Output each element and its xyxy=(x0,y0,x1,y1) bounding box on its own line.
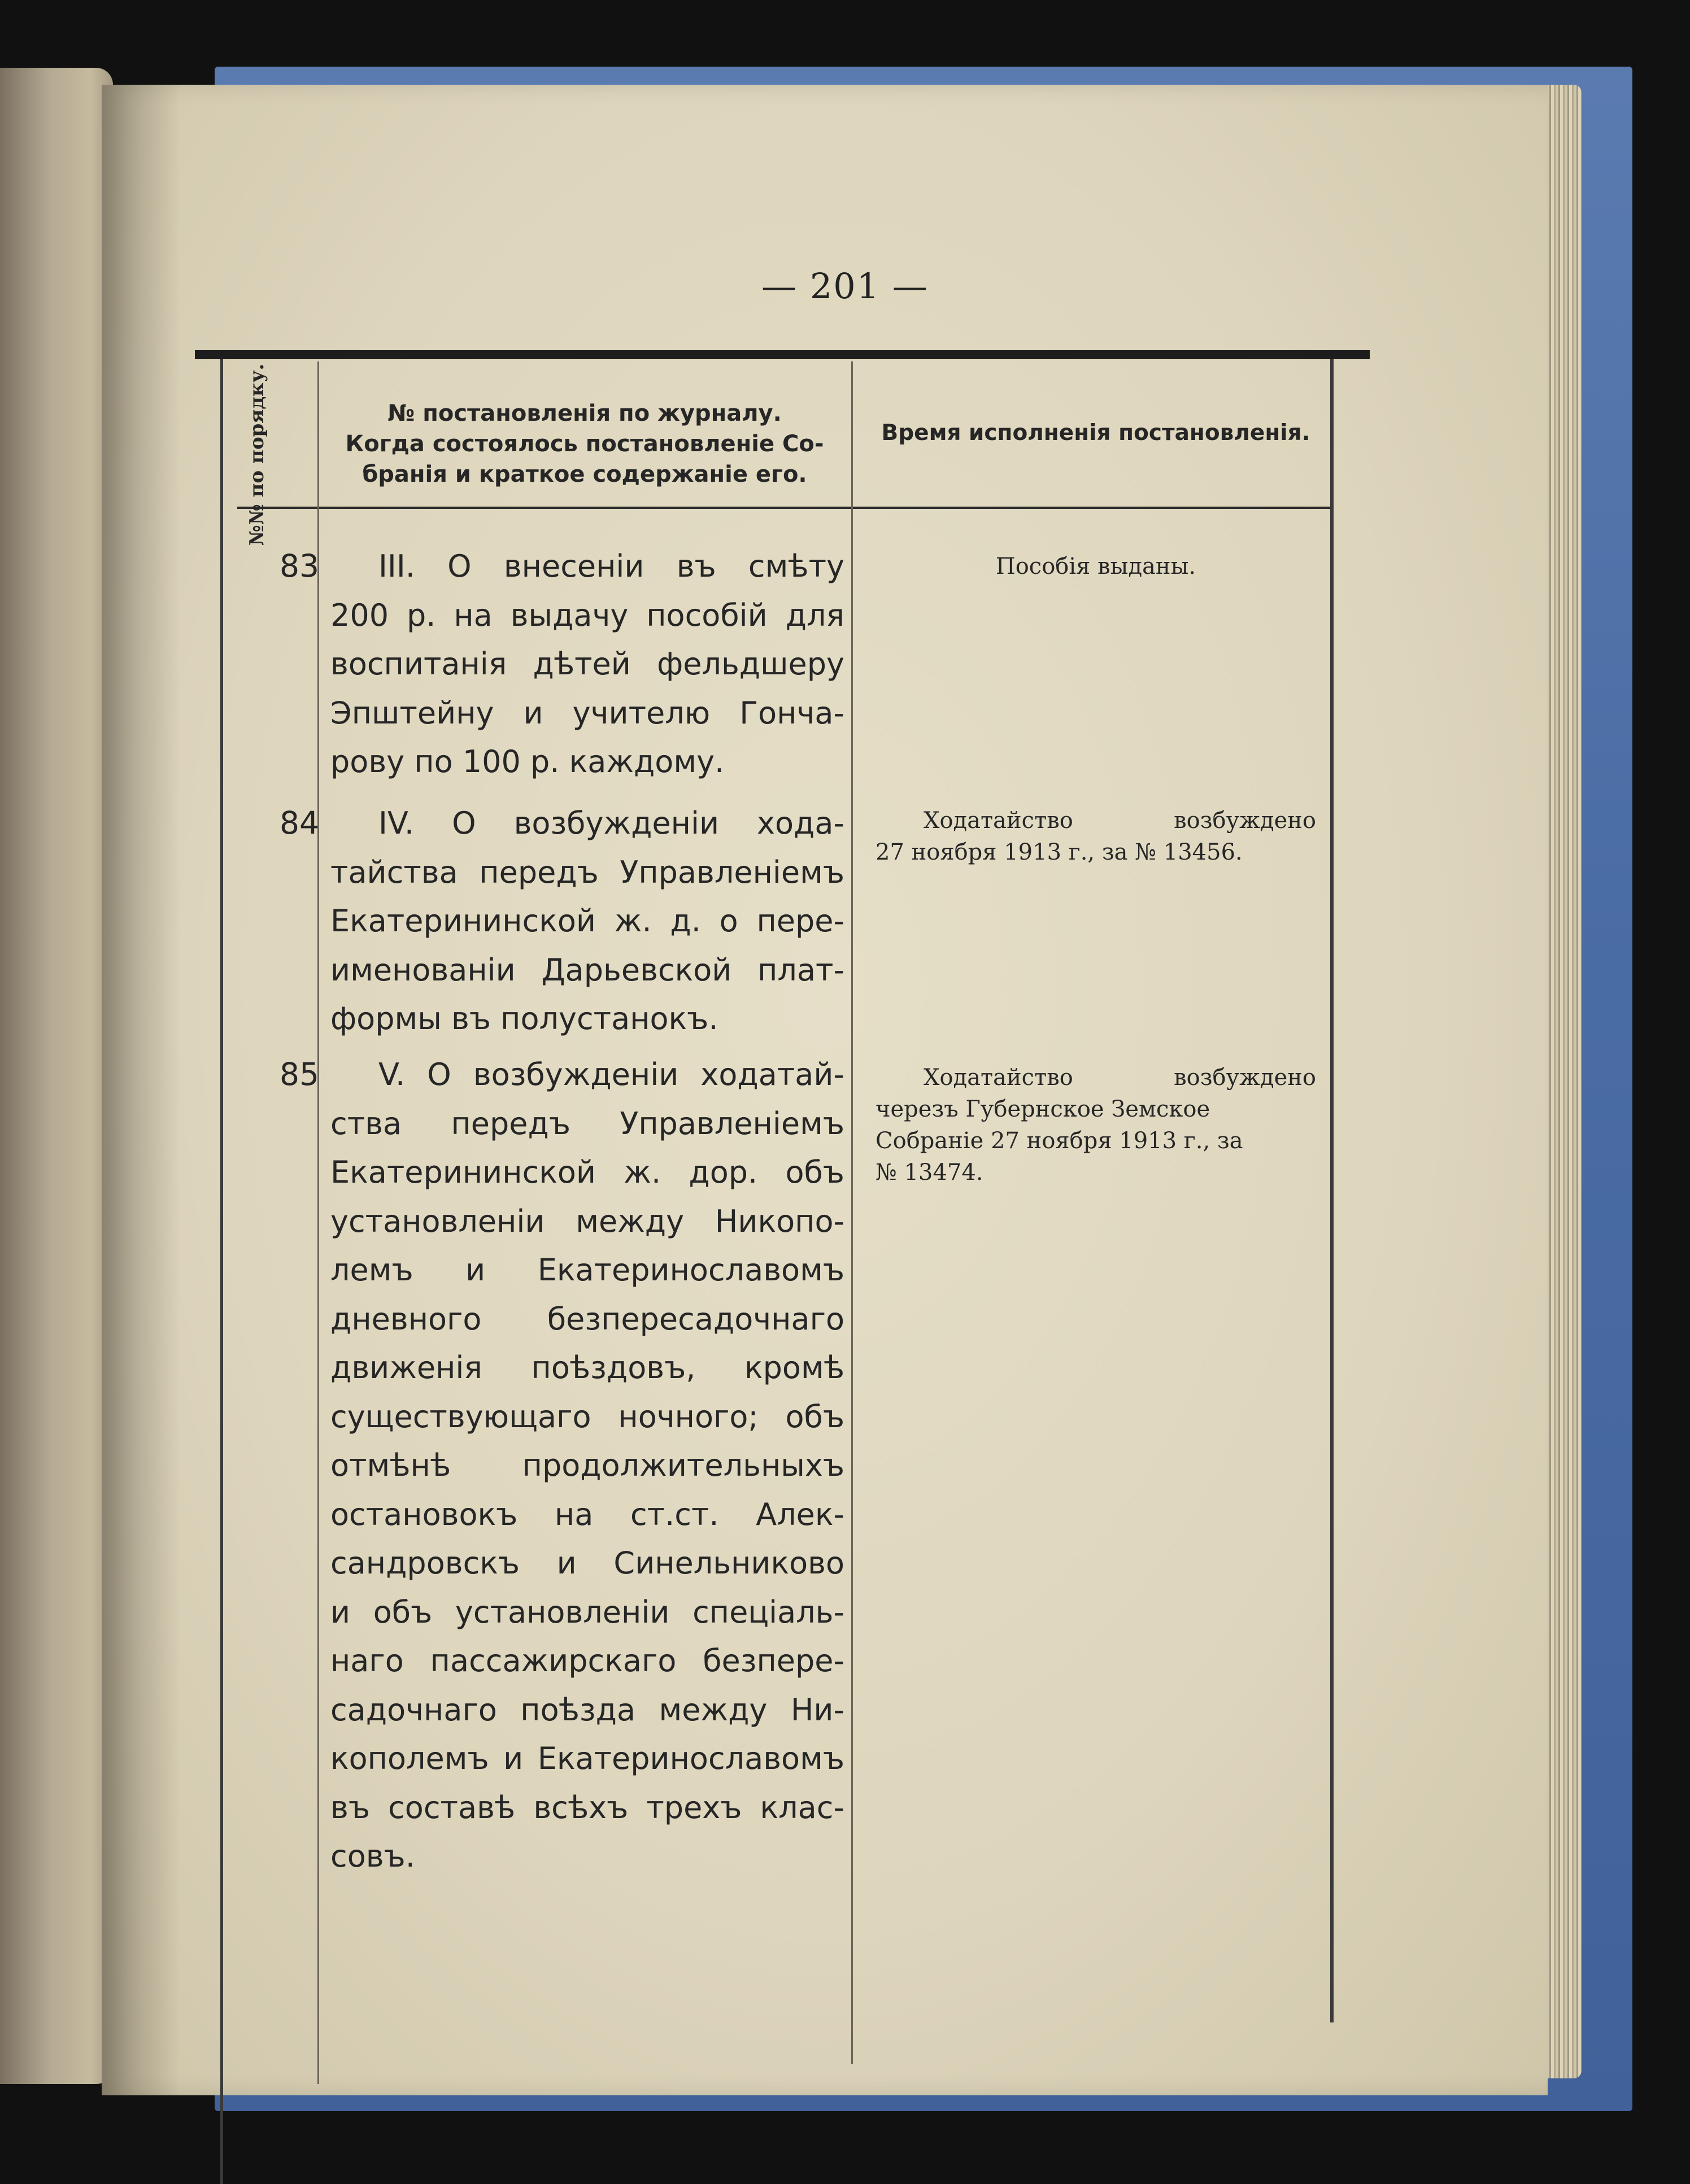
text-line: Екатерининской ж. д. о пере- xyxy=(330,903,844,939)
text-line: Эпштейну и учителю Гонча- xyxy=(330,695,844,731)
text-line: отмѣнѣ продолжительныхъ xyxy=(330,1448,844,1483)
resolution-text-83 xyxy=(330,542,844,787)
column-divider-1 xyxy=(317,361,319,2084)
text-line: движенія поѣздовъ, кромѣ xyxy=(330,1350,844,1385)
text-line: рову по 100 р. каждому. xyxy=(330,744,725,779)
text-line: IV. О возбужденіи хода- xyxy=(378,805,844,841)
note-line: Ходатайство возбуждено xyxy=(924,1065,1316,1091)
note-line: Собраніе 27 ноября 1913 г., за xyxy=(876,1128,1243,1154)
text-line: лемъ и Екатеринославомъ xyxy=(330,1252,844,1288)
text-line: установленіи между Никопо- xyxy=(330,1203,844,1239)
text-line: и объ установленіи спеціаль- xyxy=(330,1594,844,1630)
text-line: дневного безпересадочнаго xyxy=(330,1301,844,1337)
column-divider-2 xyxy=(851,361,853,2064)
text-line: III. О внесеніи въ смѣту xyxy=(378,548,844,584)
execution-note-85 xyxy=(876,1062,1316,1188)
header-bottom-rule xyxy=(237,507,1333,509)
text-line: именованіи Дарьевской плат- xyxy=(330,952,844,988)
gutter-shadow xyxy=(102,85,181,2095)
table-right-border xyxy=(1330,359,1334,2022)
header-resolution xyxy=(325,398,844,490)
text-line: остановокъ на ст.ст. Алек- xyxy=(330,1496,844,1532)
text-line: садочнаго поѣзда между Ни- xyxy=(330,1692,844,1728)
header-resolution-line: № постановленія по журналу. xyxy=(387,400,782,426)
table-left-border xyxy=(220,359,223,2184)
text-line: V. О возбужденіи ходатай- xyxy=(378,1057,844,1092)
text-line: тайства передъ Управленіемъ xyxy=(330,854,844,890)
header-resolution-line: бранія и краткое содержаніе его. xyxy=(362,461,807,487)
text-line: наго пассажирскаго безпере- xyxy=(330,1643,844,1679)
text-line: формы въ полустанокъ. xyxy=(330,1001,718,1036)
header-order-number xyxy=(226,363,288,546)
header-execution-time: Время исполненія постановленія. xyxy=(881,420,1310,446)
page-number: — 201 — xyxy=(761,265,929,307)
note-line: 27 ноября 1913 г., за № 13456. xyxy=(876,839,1243,865)
table-top-rule xyxy=(195,350,1370,359)
note-line: черезъ Губернское Земское xyxy=(876,1096,1210,1122)
note-line: Пособія выданы. xyxy=(995,553,1196,579)
text-line: воспитанія дѣтей фельдшеру xyxy=(330,646,844,682)
resolution-text-84 xyxy=(330,799,844,1044)
text-line: кополемъ и Екатеринославомъ xyxy=(330,1741,844,1776)
execution-note-83 xyxy=(876,551,1316,582)
execution-note-84 xyxy=(876,805,1316,868)
row-number: 85 xyxy=(280,1056,319,1092)
text-line: ства передъ Управленіемъ xyxy=(330,1105,844,1141)
header-order-number-label: №№ по порядку. xyxy=(246,363,268,546)
left-page-edge xyxy=(0,68,113,2084)
text-line: 200 р. на выдачу пособій для xyxy=(330,597,844,633)
text-line: существующаго ночного; объ xyxy=(330,1398,844,1435)
note-line: № 13474. xyxy=(876,1159,983,1185)
text-line: сандровскъ и Синельниково xyxy=(330,1545,844,1581)
row-number: 84 xyxy=(280,805,319,841)
text-line: Екатерининской ж. дор. объ xyxy=(330,1154,844,1190)
note-line: Ходатайство возбуждено xyxy=(924,808,1316,834)
resolution-text-85 xyxy=(330,1050,844,1881)
row-number: 83 xyxy=(280,548,319,584)
header-resolution-line: Когда состоялось постановленіе Со- xyxy=(345,431,824,457)
text-line: въ составѣ всѣхъ трехъ клас- xyxy=(330,1789,844,1825)
text-line: совъ. xyxy=(330,1838,415,1874)
